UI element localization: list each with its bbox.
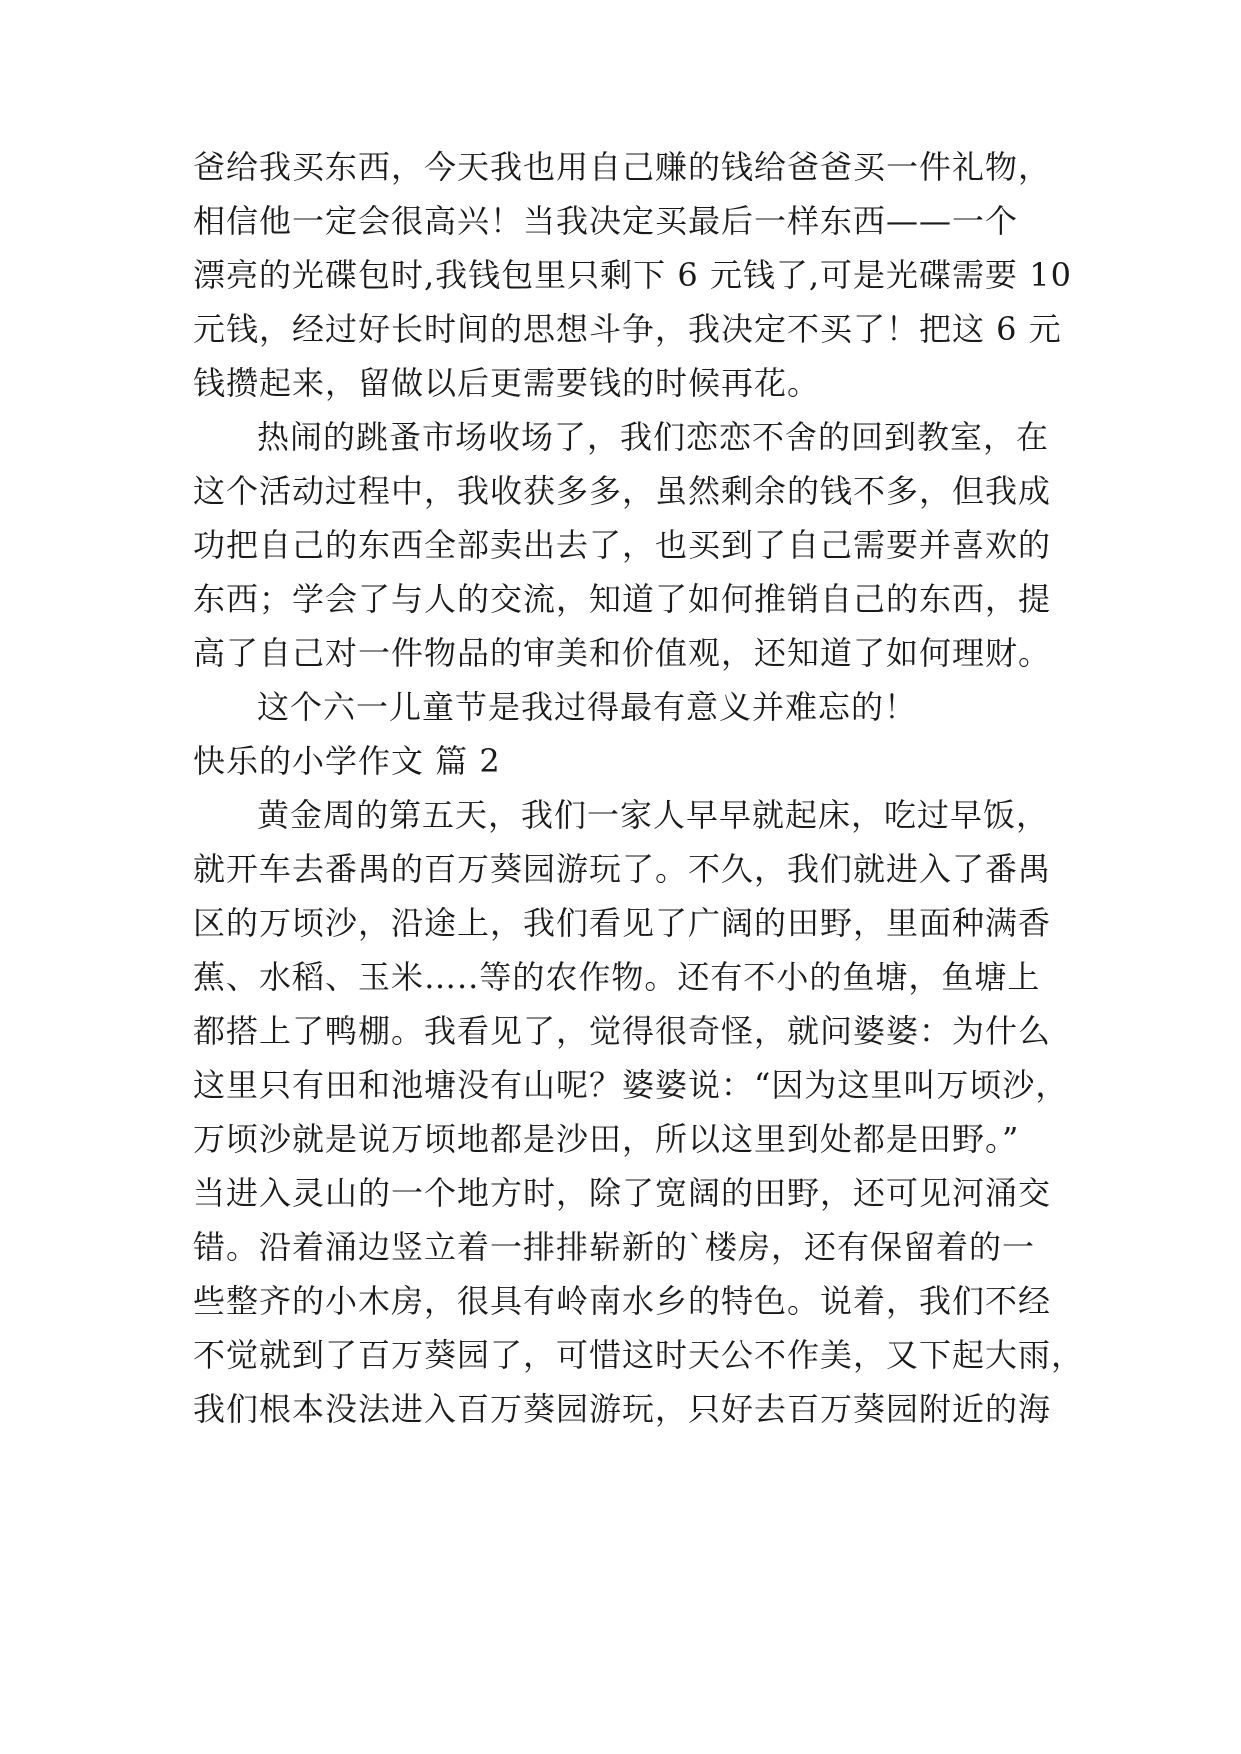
text-line: 区的万顷沙，沿途上，我们看见了广阔的田野，里面种满香 <box>193 904 1052 942</box>
text-line: 这里只有田和池塘没有山呢？婆婆说：“因为这里叫万顷沙， <box>193 1066 1069 1104</box>
text-line: 些整齐的小木房，很具有岭南水乡的特色。说着，我们不经 <box>193 1282 1052 1320</box>
paragraph-start-line: 热闹的跳蚤市场收场了，我们恋恋不舍的回到教室，在 <box>257 418 1050 456</box>
text-line: 这个活动过程中，我收获多多，虽然剩余的钱不多，但我成 <box>193 472 1052 510</box>
paragraph-start-line: 黄金周的第五天，我们一家人早早就起床，吃过早饭， <box>257 796 1050 834</box>
text-line: 功把自己的东西全部卖出去了，也买到了自己需要并喜欢的 <box>193 526 1052 564</box>
text-line: 万顷沙就是说万顷地都是沙田，所以这里到处都是田野。” <box>193 1120 1020 1158</box>
text-line: 当进入灵山的一个地方时，除了宽阔的田野，还可见河涌交 <box>193 1174 1052 1212</box>
text-line: 相信他一定会很高兴！当我决定买最后一样东西——一个 <box>193 202 1019 240</box>
text-line: 就开车去番禺的百万葵园游玩了。不久，我们就进入了番禺 <box>193 850 1052 888</box>
text-line: 漂亮的光碟包时,我钱包里只剩下 6 元钱了,可是光碟需要 10 <box>193 256 1072 294</box>
text-line: 都搭上了鸭棚。我看见了，觉得很奇怪，就问婆婆：为什么 <box>193 1012 1052 1050</box>
text-line: 不觉就到了百万葵园了，可惜这时天公不作美，又下起大雨， <box>193 1336 1085 1374</box>
text-line: 钱攒起来，留做以后更需要钱的时候再花。 <box>193 364 821 402</box>
essay-heading: 快乐的小学作文 篇 2 <box>193 742 501 780</box>
text-line: 元钱，经过好长时间的思想斗争，我决定不买了！把这 6 元 <box>193 310 1062 348</box>
text-line: 东西；学会了与人的交流，知道了如何推销自己的东西，提 <box>193 580 1052 618</box>
text-line: 我们根本没法进入百万葵园游玩，只好去百万葵园附近的海 <box>193 1390 1052 1428</box>
text-line: 高了自己对一件物品的审美和价值观，还知道了如何理财。 <box>193 634 1052 672</box>
text-line: 蕉、水稻、玉米…..等的农作物。还有不小的鱼塘，鱼塘上 <box>193 958 1041 996</box>
paragraph-start-line: 这个六一儿童节是我过得最有意义并难忘的！ <box>257 688 918 726</box>
text-line: 错。沿着涌边竖立着一排排崭新的`楼房，还有保留着的一 <box>193 1228 1036 1266</box>
text-line: 爸给我买东西，今天我也用自己赚的钱给爸爸买一件礼物， <box>193 148 1052 186</box>
